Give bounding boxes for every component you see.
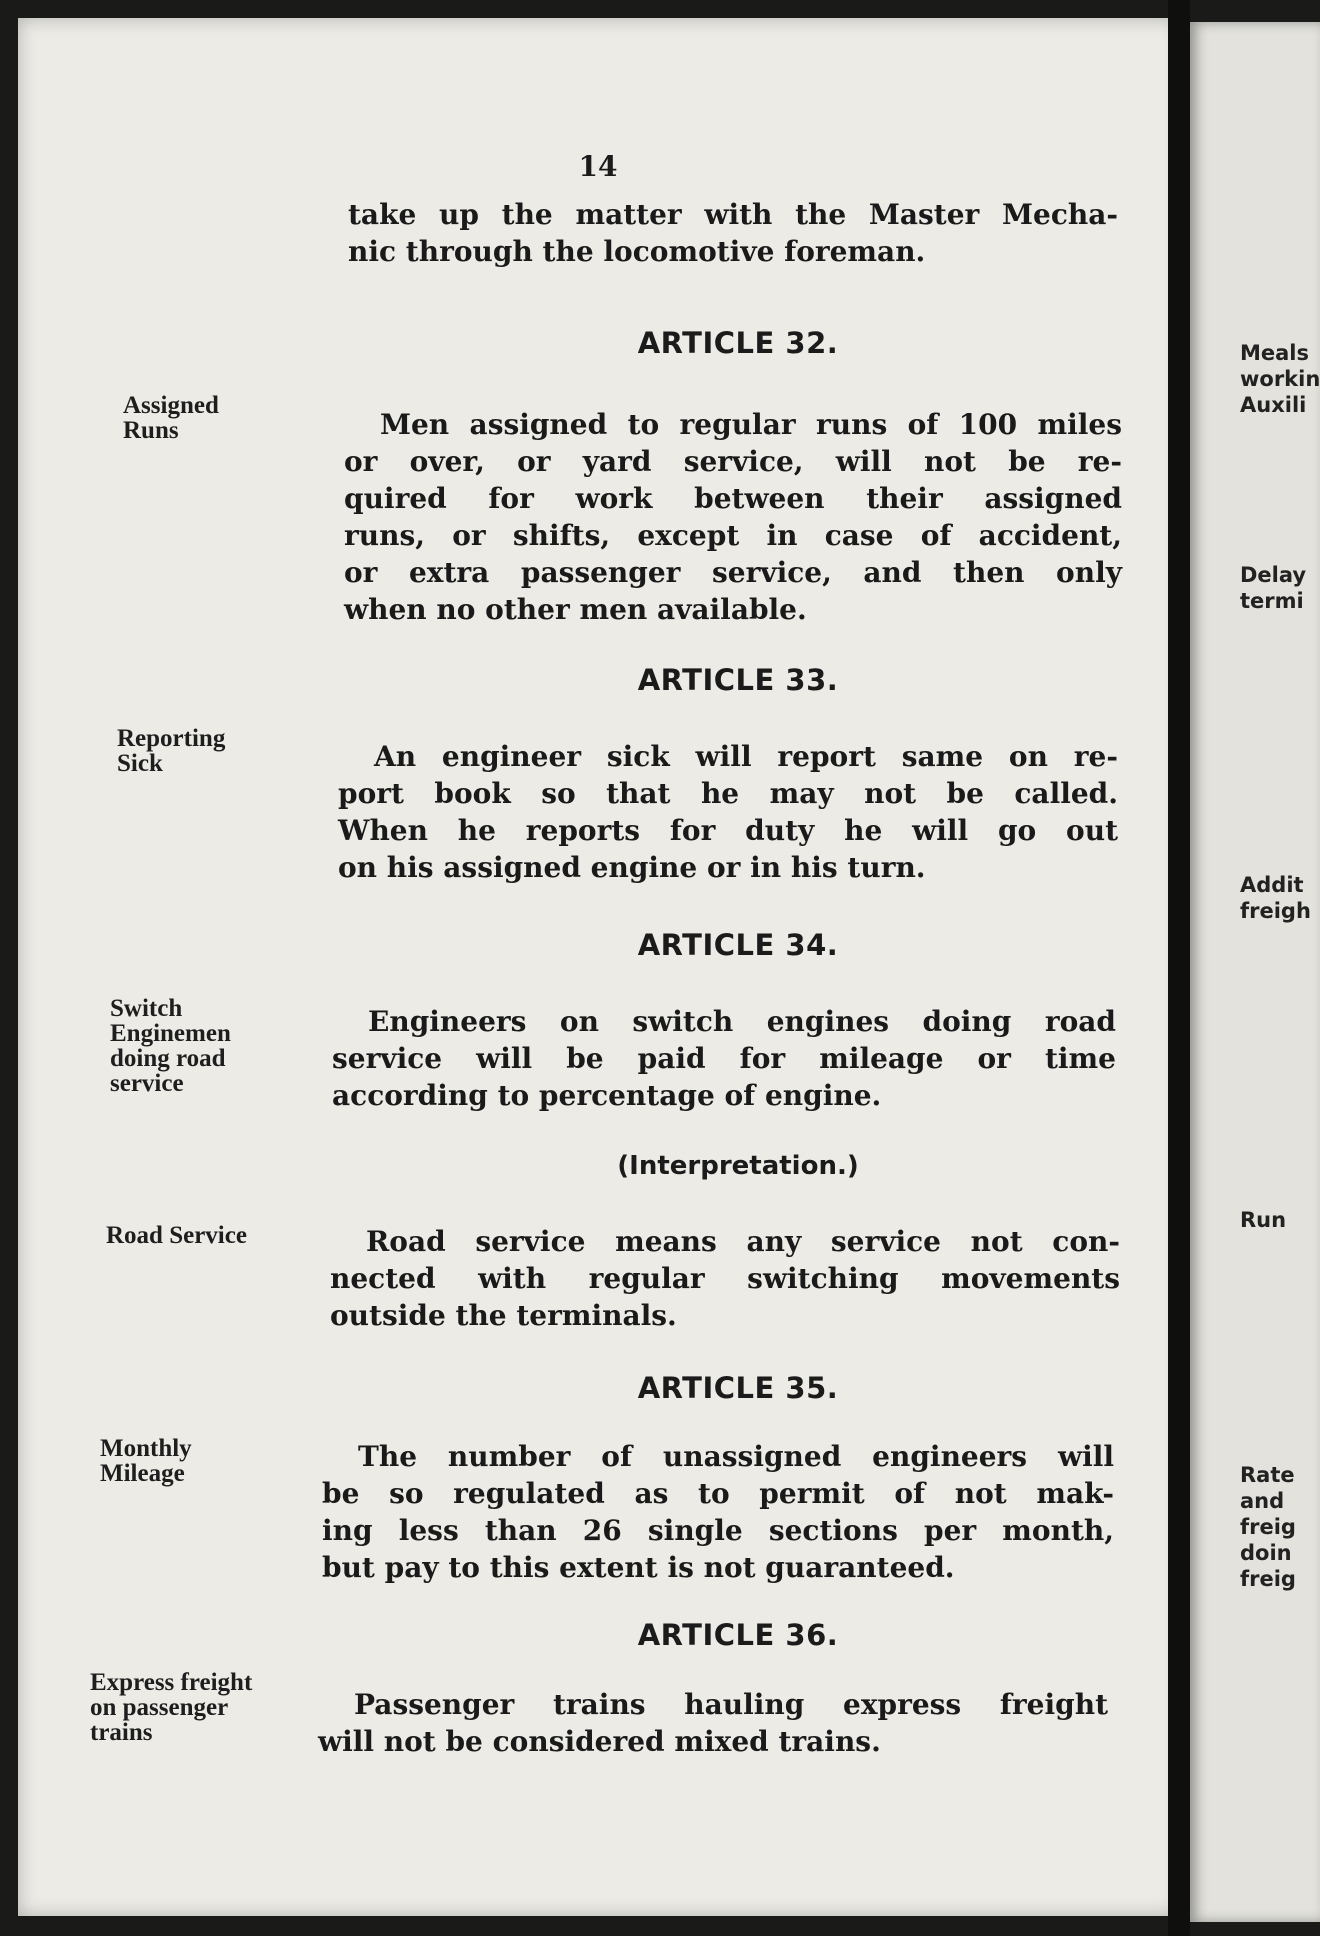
text-line: Road service means any service not con- bbox=[366, 1225, 1120, 1258]
margin-label: Road Service bbox=[106, 1222, 247, 1249]
text-line: ing less than 26 single sections per month, bbox=[322, 1514, 1114, 1547]
article-heading: ARTICLE 36. bbox=[637, 1618, 839, 1652]
article-paragraph bbox=[318, 1686, 1108, 1760]
text-line: or extra passenger service, and then only bbox=[344, 556, 1122, 589]
article-paragraph bbox=[338, 738, 1118, 886]
text-line: when no other men available. bbox=[344, 593, 807, 626]
facing-margin-label: Meals workin Auxili bbox=[1240, 341, 1320, 417]
page-number: 14 bbox=[578, 150, 618, 183]
margin-label: Reporting Sick bbox=[117, 725, 226, 777]
text-line: port book so that he may not be called. bbox=[338, 777, 1118, 810]
article-heading: ARTICLE 34. bbox=[637, 928, 839, 962]
text-line: The number of unassigned engineers will bbox=[358, 1440, 1114, 1473]
text-line: runs, or shifts, except in case of accident, bbox=[344, 519, 1122, 552]
article-paragraph bbox=[344, 406, 1122, 628]
text-line: outside the terminals. bbox=[330, 1299, 677, 1332]
text-line: on his assigned engine or in his turn. bbox=[338, 851, 926, 884]
text-line: will not be considered mixed trains. bbox=[318, 1725, 881, 1758]
text-line: quired for work between their assigned bbox=[344, 482, 1122, 515]
document-page bbox=[18, 18, 1178, 1916]
text-line: but pay to this extent is not guaranteed. bbox=[322, 1551, 955, 1584]
article-heading: ARTICLE 33. bbox=[637, 663, 839, 697]
text-line: nected with regular switching movements bbox=[330, 1262, 1120, 1295]
article-heading: ARTICLE 35. bbox=[637, 1371, 839, 1405]
text-line: When he reports for duty he will go out bbox=[338, 814, 1118, 847]
text-line: Men assigned to regular runs of 100 miles bbox=[380, 408, 1122, 441]
text-line: or over, or yard service, will not be re- bbox=[344, 445, 1122, 478]
text-line: An engineer sick will report same on re- bbox=[374, 740, 1118, 773]
article-paragraph bbox=[332, 1003, 1116, 1114]
article-paragraph bbox=[322, 1438, 1114, 1586]
text-line: Engineers on switch engines doing road bbox=[368, 1005, 1116, 1038]
text-line: service will be paid for mileage or time bbox=[332, 1042, 1116, 1075]
facing-margin-label: Addit freigh bbox=[1240, 873, 1311, 923]
facing-margin-label: Delay termi bbox=[1240, 563, 1307, 613]
opening-paragraph bbox=[348, 196, 1118, 270]
facing-margin-label: Rate and freig doin freig bbox=[1240, 1463, 1296, 1591]
facing-margin-label: Run bbox=[1240, 1208, 1287, 1232]
interpretation-heading: (Interpretation.) bbox=[617, 1151, 859, 1181]
text-line: nic through the locomotive foreman. bbox=[348, 235, 926, 268]
margin-label: Express freight on passenger trains bbox=[90, 1669, 253, 1746]
text-line: according to percentage of engine. bbox=[332, 1079, 882, 1112]
book-spine bbox=[1168, 0, 1190, 1936]
margin-label: Assigned Runs bbox=[123, 392, 219, 444]
margin-label: Switch Enginemen doing road service bbox=[110, 995, 231, 1097]
text-line: be so regulated as to permit of not mak- bbox=[322, 1477, 1114, 1510]
interpretation-paragraph bbox=[330, 1223, 1120, 1334]
text-line: Passenger trains hauling express freight bbox=[354, 1688, 1108, 1721]
facing-page bbox=[1190, 22, 1320, 1922]
article-heading: ARTICLE 32. bbox=[637, 326, 839, 360]
text-line: take up the matter with the Master Mecha- bbox=[348, 198, 1118, 231]
margin-label: Monthly Mileage bbox=[100, 1435, 192, 1487]
